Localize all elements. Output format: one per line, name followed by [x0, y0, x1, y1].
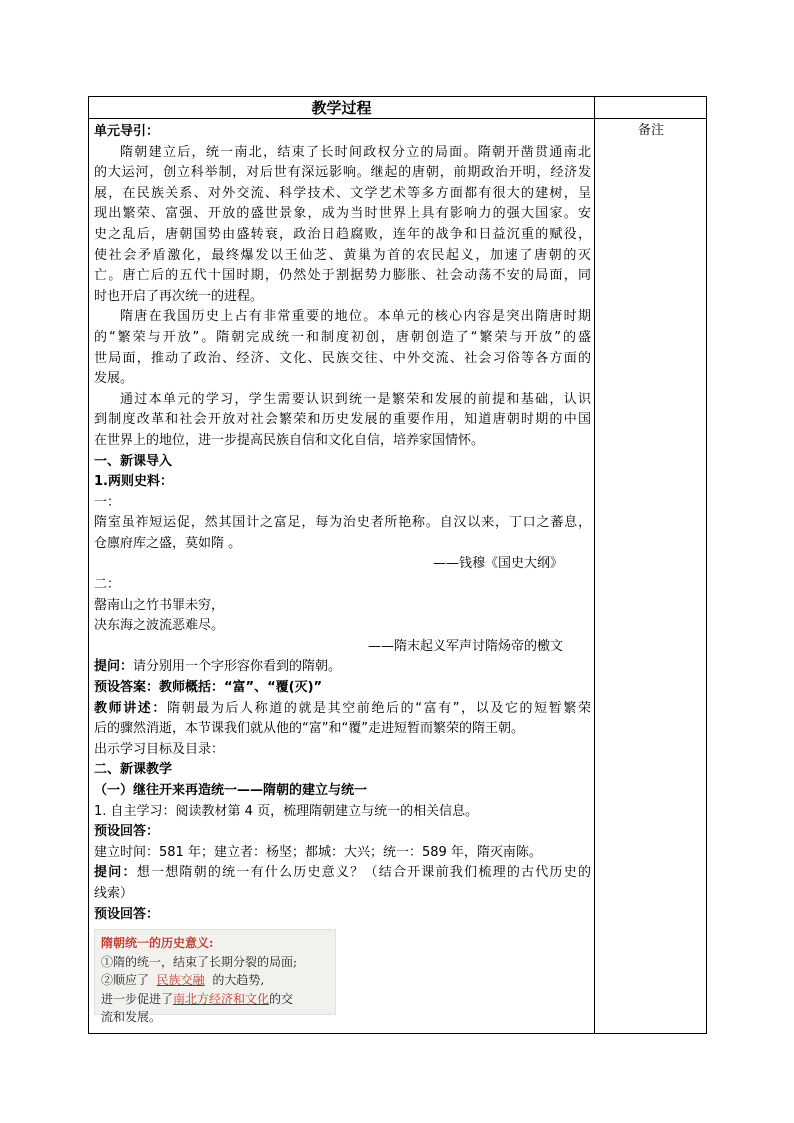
para2-line: 隋唐在我国历史上占有非常重要的地位。本单元的核心内容是突出隋唐时期: [120, 309, 591, 325]
note-text: 进一步促进了: [101, 991, 174, 1006]
note-line: [101, 971, 329, 990]
unit-intro-heading: 单元导引：: [94, 124, 160, 139]
para1-line: 的大运河，创立科举制，对后世有深远影响。继起的唐朝，前期政治开明，经济发: [94, 165, 591, 181]
para1-line: 时也开启了再次统一的进程。: [94, 288, 264, 304]
source2-citation: ——隋末起义军声讨隋炀帝的檄文: [367, 638, 563, 654]
column-divider: [594, 97, 595, 1033]
teacher-narration-cont: 后的骤然消逝，本节课我们就从他的“富”和“覆”走进短暂而繁荣的隋王朝。: [94, 721, 524, 737]
source1-line: 仓廪府库之盛，莫如隋 。: [94, 535, 242, 551]
question1-label: 提问：: [94, 659, 134, 675]
question1: [94, 657, 591, 678]
note-text: ②顺应了: [101, 973, 150, 988]
handwritten-note-image: [94, 929, 336, 1025]
note-line: [101, 990, 329, 1009]
notes-column-header: 备注: [637, 123, 664, 138]
para1-line: 隋朝建立后，统一南北，结束了长时间政权分立的局面。隋朝开凿贯通南北: [120, 144, 591, 160]
source1-label: 一：: [94, 494, 121, 510]
question2: [94, 863, 591, 884]
note-text: 的交: [269, 991, 294, 1006]
source2-line: 罄南山之竹书罪未穷，: [94, 597, 225, 613]
section2-heading: 二、新课教学: [94, 762, 173, 778]
show-goals: 出示学习目标及目录：: [94, 741, 225, 757]
note-line: ①隋的统一，结束了长期分裂的局面;: [101, 954, 298, 969]
note-title: 隋朝统一的历史意义:: [101, 936, 214, 951]
note-line: 流和发展。: [101, 1010, 162, 1025]
question1-text: 请分别用一个字形容你看到的隋朝。: [133, 659, 342, 675]
note-text: 的大趋势,: [212, 973, 265, 988]
table-header-title: 教学过程: [311, 99, 372, 117]
question2-text: 想一想隋朝的统一有什么历史意义？（结合开课前我们梳理的古代历史的: [136, 865, 591, 881]
answer-line: 建立时间：581 年；建立者：杨坚；都城：大兴；统一：589 年，隋灭南陈。: [94, 844, 542, 860]
note-fill: 民族交融: [156, 973, 205, 988]
para1-line: 亡。唐亡后的五代十国时期，仍然处于割据势力膨胀、社会动荡不安的局面，同: [94, 268, 591, 284]
para3-line: 通过本单元的学习，学生需要认识到统一是繁荣和发展的前提和基础，认识: [120, 391, 591, 407]
lesson-table: [88, 96, 707, 1034]
task1: 1. 自主学习：阅读教材第 4 页，梳理隋朝建立与统一的相关信息。: [94, 803, 479, 819]
para2-line: 世局面，推动了政治、经济、文化、民族交往、中外交流、社会习俗等各方面的: [94, 350, 591, 366]
preset-answer1: 预设答案：教师概括：“富”、“覆(灭)”: [94, 680, 323, 696]
para1-line: 现出繁荣、富强、开放的盛世景象，成为当时世界上具有影响力的强大国家。安: [94, 206, 591, 222]
source2-label: 二：: [94, 577, 121, 593]
note-fill: 南北方经济和文化: [173, 991, 270, 1006]
para2-line: 的“繁荣与开放”。隋朝完成统一和制度初创，唐朝创造了“繁荣与开放”的盛: [94, 329, 591, 345]
section2-subheading: （一）继往开来再造统一——隋朝的建立与统一: [94, 783, 368, 798]
preset-answer-label: 预设回答：: [94, 824, 160, 840]
para1-line: 使社会矛盾激化，最终爆发以王仙芝、黄巢为首的农民起义，加速了唐朝的灭: [94, 247, 591, 263]
section1-subheading: 1.两则史料：: [94, 474, 173, 490]
para1-line: 史之乱后，唐朝国势由盛转衰，政治日趋腐败，连年的战争和日益沉重的赋役，: [94, 226, 591, 242]
section1-heading: 一、新课导入: [94, 453, 173, 469]
para2-line: 发展。: [94, 371, 134, 387]
lesson-content: [94, 122, 591, 1025]
preset-answer-label-2: 预设回答：: [94, 906, 160, 922]
question2-cont: 线索）: [94, 885, 134, 901]
source1-line: 隋室虽祚短运促，然其国计之富足，每为治史者所艳称。自汉以来，丁口之蕃息，: [94, 515, 591, 531]
para3-line: 在世界上的地位，进一步提高民族自信和文化自信，培养家国情怀。: [94, 432, 485, 448]
teacher-narration: [94, 699, 591, 720]
source2-line: 决东海之波流恶难尽。: [94, 618, 225, 634]
question2-label: 提问：: [94, 865, 137, 881]
source1-citation: ——钱穆《国史大纲》: [432, 556, 563, 572]
para3-line: 到制度改革和社会开放对社会繁荣和历史发展的重要作用，知道唐朝时期的中国: [94, 412, 591, 428]
teacher-narration-label: 教师讲述：: [94, 700, 168, 716]
teacher-narration-text: 隋朝最为后人称道的就是其空前绝后的“富有”，以及它的短暂繁荣: [167, 700, 591, 716]
para1-line: 展，在民族关系、对外交流、科学技术、文学艺术等多方面都有很大的建树，呈: [94, 185, 591, 201]
